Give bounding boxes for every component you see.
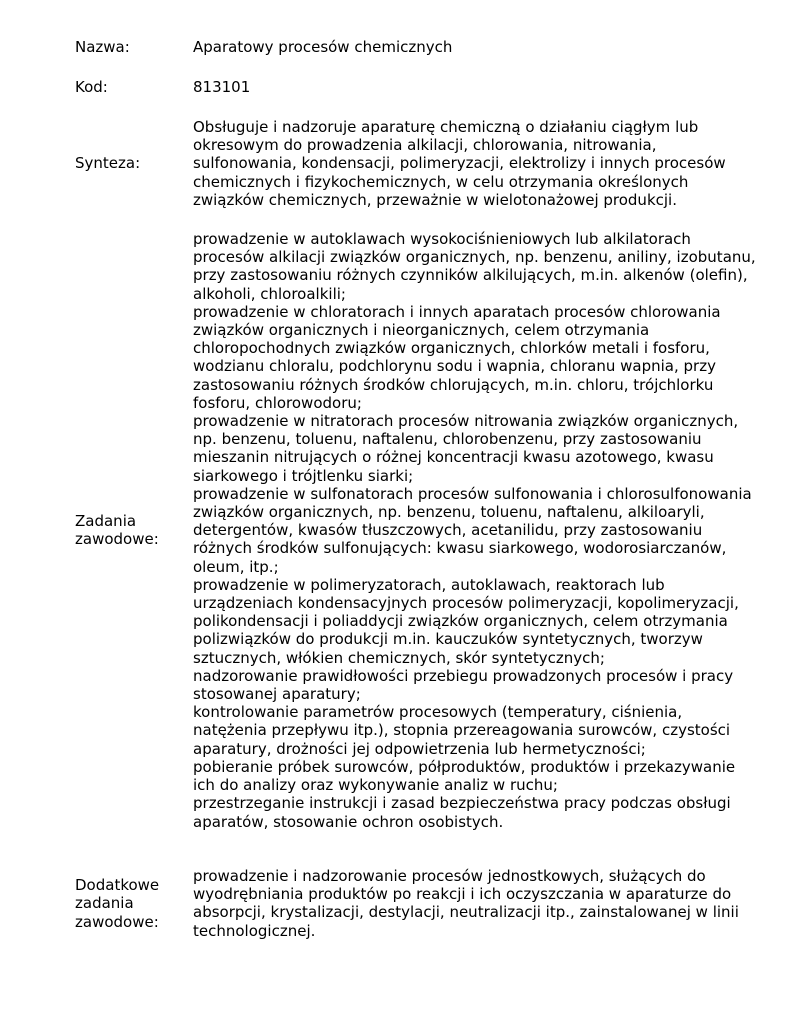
- tasks-list: [193, 230, 758, 831]
- task-item: nadzorowanie prawidłowości przebiegu prowadzonych procesów i pracy stosowanej aparatury;: [193, 666, 734, 704]
- code-value: 813101: [193, 78, 251, 96]
- task-item: prowadzenie w chloratorach i innych aparatach procesów chlorowania związków organicznych i nieorganicznych, celem otrzymania chloropochodnych związków organicznych, chlorków metali i fosforu, wodzianu chloralu, podchlorynu sodu i wapnia, chloranu wapnia, przy zastosowaniu różnych środków chlorujących, m.in. chloru, trójchlorku fosforu, chlorowodoru;: [193, 302, 721, 412]
- name-label: Nazwa:: [75, 38, 130, 56]
- task-item: prowadzenie w nitratorach procesów nitrowania związków organicznych, np. benzenu, toluenu, naftalenu, chlorobenzenu, przy zastosowaniu mieszanin nitrujących o różnej koncentracji kwasu azotowego, kwasu siarkowego i trójtlenku siarki;: [193, 412, 739, 485]
- name-value: Aparatowy procesów chemicznych: [193, 38, 453, 56]
- tasks-row: [75, 230, 765, 831]
- additional-tasks-row: [75, 867, 765, 940]
- name-row: [75, 38, 765, 56]
- task-item: kontrolowanie parametrów procesowych (temperatury, ciśnienia, natężenia przepływu itp.), stopnia przereagowania surowców, czystości aparatury, drożności jej odpowietrzenia lub hermetyczności;: [193, 703, 731, 758]
- synthesis-label: Synteza:: [75, 154, 141, 173]
- synthesis-value: Obsługuje i nadzoruje aparaturę chemiczną o działaniu ciągłym lub okresowym do prowadzenia alkilacji, chlorowania, nitrowania, sulfonowania, kondensacji, polimeryzacji, elektrolizy i innych procesów chemicznych i fizykochemicznych, w celu otrzymania określonych związków chemicznych, przeważnie w wielotonażowej produkcji.: [193, 118, 726, 209]
- additional-tasks-label: Dodatkowe zadania zawodowe:: [75, 876, 160, 931]
- tasks-label: Zadania zawodowe:: [75, 512, 159, 549]
- synthesis-row: [75, 118, 765, 209]
- task-item: pobieranie próbek surowców, półproduktów, produktów i przekazywanie ich do analizy oraz wykonywanie analiz w ruchu;: [193, 757, 736, 795]
- code-row: [75, 78, 765, 96]
- task-item: prowadzenie w autoklawach wysokociśnieniowych lub alkilatorach procesów alkilacji związków organicznych, np. benzenu, aniliny, izobutanu, przy zastosowaniu różnych czynników alkilujących, m.in. alkenów (olefin), alkoholi, chloroalkili;: [193, 230, 756, 303]
- task-item: prowadzenie w sulfonatorach procesów sulfonowania i chlorosulfonowania związków organicznych, np. benzenu, toluenu, naftalenu, alkiloaryli, detergentów, kwasów tłuszczowych, acetanilidu, przy zastosowaniu różnych środków sulfonujących: kwasu siarkowego, wodorosiarczanów, oleum, itp.;: [193, 484, 752, 576]
- additional-tasks-value: prowadzenie i nadzorowanie procesów jednostkowych, służących do wyodrębniania produktów po reakcji i ich oczyszczania w aparaturze do absorpcji, krystalizacji, destylacji, neutralizacji itp., zainstalowanej w linii technologicznej.: [193, 867, 739, 940]
- task-item: przestrzeganie instrukcji i zasad bezpieczeństwa pracy podczas obsługi aparatów, stosowanie ochron osobistych.: [193, 794, 731, 831]
- code-label: Kod:: [75, 78, 108, 96]
- task-item: prowadzenie w polimeryzatorach, autoklawach, reaktorach lub urządzeniach kondensacyjnych procesów polimeryzacji, kopolimeryzacji, polikondensacji i poliaddycji związków organicznych, celem otrzymania polizwiązków do produkcji m.in. kauczuków syntetycznych, tworzyw sztucznych, włókien chemicznych, skór syntetycznych;: [193, 575, 739, 667]
